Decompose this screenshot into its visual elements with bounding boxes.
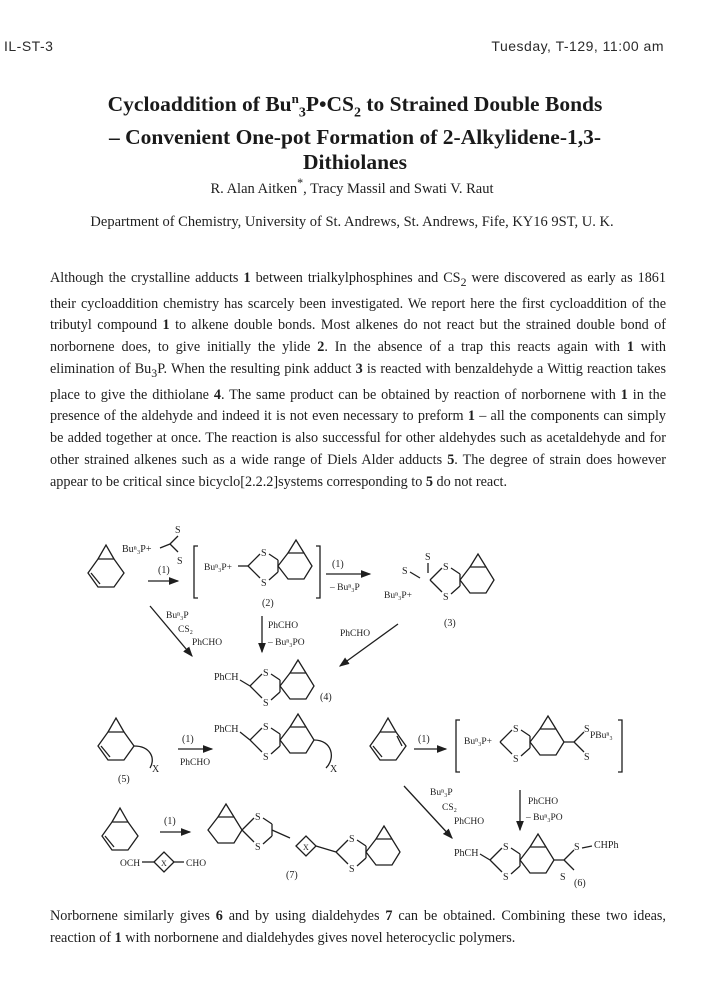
- svg-text:PhCHO: PhCHO: [192, 638, 223, 648]
- svg-text:PhCHO: PhCHO: [454, 817, 485, 827]
- bis-dithiolane-7: [208, 804, 400, 881]
- svg-text:– Buⁿ₃PO: – Buⁿ₃PO: [268, 638, 305, 648]
- svg-text:S: S: [584, 724, 590, 735]
- svg-text:(1): (1): [182, 734, 194, 745]
- svg-text:CHO: CHO: [186, 859, 207, 869]
- abstract-paragraph: Although the crystalline adducts 1 between trialkylphosphines and $CS_2$ were discovered as early as 1861 their cycloaddition chemistry has scarcely been investigated. We report here the first cycloaddition of the tributyl compound 1 to alkene double bonds. Most alkenes do not react but the strained double bond of norbornene does, to give initially the ylide 2. In the absence of a trap this reacts again with 1 with elimination of $Bu_3P$. When the resulting pink adduct 3 is reacted with benzaldehyde a Wittig reaction takes place to give the dithiolane 4. The same product can be obtained by reaction of norbornene with 1 in the presence of the aldehyde and indeed it is not even necessary to preform 1 – all the components can simply be added together at once. The reaction is also successful for other aldehydes such as acetaldehyde and for other strained alkenes such as a wide range of Diels Alder adducts 5. The degree of strain does however appear to be critical since bicyclo[2.2.2]systems corresponding to 5 do not react.: [50, 270, 667, 490]
- ylide-2: [194, 540, 320, 609]
- svg-text:X: X: [161, 859, 167, 868]
- arrow-wittig-3: [340, 624, 398, 666]
- product-6: [454, 834, 618, 889]
- svg-text:PhCHO: PhCHO: [268, 621, 299, 631]
- svg-text:S: S: [402, 566, 408, 577]
- svg-text:S: S: [177, 556, 183, 567]
- svg-text:(6): (6): [574, 878, 586, 889]
- svg-text:(1): (1): [418, 734, 430, 745]
- svg-text:X: X: [303, 843, 309, 852]
- bis-ylide: [456, 716, 622, 772]
- svg-text:(3): (3): [444, 618, 456, 629]
- arrow-step1b: [326, 559, 370, 593]
- affiliation: Department of Chemistry, University of St. Andrews, St. Andrews, Fife, KY16 9ST, U. K.: [90, 214, 614, 230]
- svg-text:Buⁿ₃P+: Buⁿ₃P+: [464, 737, 493, 747]
- arrow-to-6b: [520, 790, 563, 830]
- arrow-row3b: [414, 734, 446, 749]
- svg-text:(5): (5): [118, 774, 130, 785]
- arrow-to-6a: [404, 786, 484, 838]
- svg-text:CS₂: CS₂: [178, 625, 193, 635]
- svg-text:– Buⁿ₃PO: – Buⁿ₃PO: [526, 813, 563, 823]
- svg-text:PhCHO: PhCHO: [528, 797, 559, 807]
- svg-text:S: S: [560, 872, 566, 883]
- svg-text:X: X: [330, 764, 338, 775]
- svg-text:– Buⁿ₃P: – Buⁿ₃P: [330, 583, 360, 593]
- norbornadiene: [370, 718, 406, 760]
- svg-text:(1): (1): [164, 816, 176, 827]
- svg-text:Buⁿ₃P+: Buⁿ₃P+: [122, 544, 152, 555]
- svg-text:PhCH: PhCH: [214, 672, 239, 683]
- paper-title: Cycloaddition of $Bu^n_3P•CS_2$ to Strained Double Bonds – Convenient One-pot Formation of 2-Alkylidene-1,3- Dithiolanes: [107, 91, 603, 175]
- dialdehyde: [120, 852, 206, 872]
- svg-text:(4): (4): [320, 692, 332, 703]
- diels-alder-adduct-5: [98, 718, 160, 785]
- arrow-wittig-2: [262, 616, 305, 652]
- product-from-5: [214, 714, 338, 775]
- svg-text:S: S: [175, 525, 181, 536]
- svg-text:CS₂: CS₂: [442, 803, 457, 813]
- svg-text:CHPh: CHPh: [594, 840, 619, 851]
- session-code: IL-ST-3: [4, 38, 54, 54]
- svg-text:OCH: OCH: [120, 859, 141, 869]
- arrow-step1a: [148, 565, 178, 581]
- svg-text:(1): (1): [158, 565, 170, 576]
- svg-text:Buⁿ₃P+: Buⁿ₃P+: [384, 591, 413, 601]
- svg-text:Buⁿ₃P: Buⁿ₃P: [166, 611, 189, 621]
- svg-text:S: S: [425, 552, 431, 563]
- author-list: R. Alan Aitken*, Tracy Massil and Swati V. Raut: [210, 176, 494, 197]
- svg-text:S: S: [584, 752, 590, 763]
- reagent-1: [122, 525, 183, 567]
- closing-paragraph: Norbornene similarly gives 6 and by using dialdehydes 7 can be obtained. Combining these two ideas, reaction of 1 with norbornene and dialdehydes gives novel heterocyclic polymers.: [50, 908, 666, 946]
- svg-text:PhCH: PhCH: [454, 848, 479, 859]
- session-time: Tuesday, T-129, 11:00 am: [491, 38, 664, 54]
- svg-text:PhCH: PhCH: [214, 724, 239, 735]
- svg-text:S: S: [574, 842, 580, 853]
- svg-text:PhCHO: PhCHO: [340, 629, 371, 639]
- svg-text:Buⁿ₃P+: Buⁿ₃P+: [204, 563, 233, 573]
- svg-text:Buⁿ₃P: Buⁿ₃P: [430, 788, 453, 798]
- product-4: [214, 660, 332, 709]
- svg-text:X: X: [152, 764, 160, 775]
- svg-text:(1): (1): [332, 559, 344, 570]
- arrow-row3a: [178, 734, 212, 768]
- reaction-scheme: S Buⁿ₃P+ S S (1) Buⁿ₃P+ (2) (1) – Buⁿ₃P S S Buⁿ₃P+ (3) Buⁿ₃P CS₂ PhCHO PhCHO – Buⁿ₃PO PhCHO PhCH (4) X (5) (1) PhCHO PhCH X (1) Buⁿ₃P+ S S PBuⁿ₃ Buⁿ₃P CS₂ PhCHO PhCHO – Buⁿ₃PO (1) OCH X CHO X (7) PhCH S S CHPh (6): [0, 510, 704, 900]
- svg-text:PBuⁿ₃: PBuⁿ₃: [590, 731, 613, 741]
- svg-text:(2): (2): [262, 598, 274, 609]
- arrow-row4: [160, 816, 190, 832]
- svg-text:(7): (7): [286, 870, 298, 881]
- svg-text:PhCHO: PhCHO: [180, 758, 211, 768]
- norbornene-row4: [102, 808, 138, 850]
- adduct-3: [384, 552, 494, 629]
- arrow-onepot: [150, 606, 222, 656]
- norbornene-start: [88, 545, 124, 587]
